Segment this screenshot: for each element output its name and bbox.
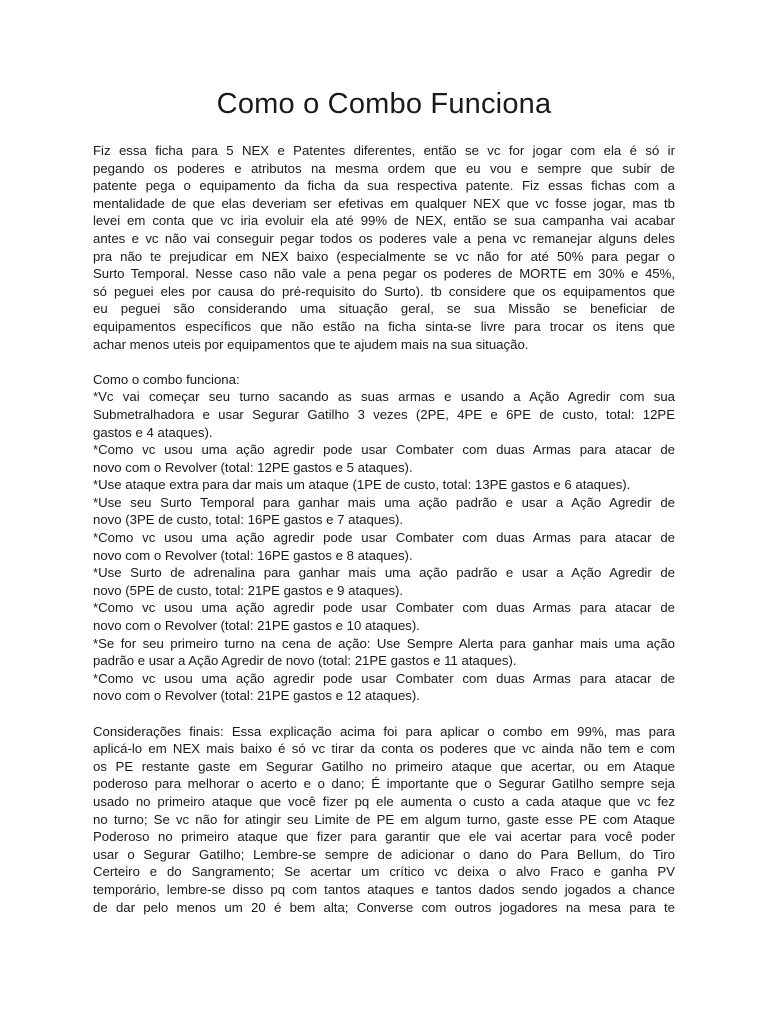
combo-section bbox=[93, 371, 675, 705]
document-body bbox=[93, 142, 675, 934]
text-line: *Como vc usou uma ação agredir pode usar Combater com duas Armas para atacar de bbox=[93, 600, 675, 616]
text-line: novo (5PE de custo, total: 21PE gastos e 9 ataques). bbox=[93, 582, 404, 598]
text-line: gastos e 4 ataques). bbox=[93, 424, 213, 440]
text-line: Submetralhadora e usar Segurar Gatilho 3 vezes (2PE, 4PE e 6PE de custo, total: 12PE bbox=[93, 406, 675, 422]
text-line: *Como vc usou uma ação agredir pode usar Combater com duas Armas para atacar de bbox=[93, 530, 675, 546]
text-line: Surto Temporal. Nesse caso não vale a pena pegar os poderes de MORTE em 30% e 45%, bbox=[93, 266, 675, 282]
text-line: pegando os poderes e atributos na mesma ordem que eu vou e sempre que subir de bbox=[93, 160, 675, 176]
text-line: novo com o Revolver (total: 16PE gastos e 8 ataques). bbox=[93, 547, 413, 563]
page-title: Como o Combo Funciona bbox=[216, 88, 552, 120]
text-line: *Como vc usou uma ação agredir pode usar Combater com duas Armas para atacar de bbox=[93, 442, 675, 458]
text-line: antes e vc não vai conseguir pegar todos os poderes vale a pena vc remanejar alguns deles bbox=[93, 230, 675, 246]
text-line: aplicá-lo em NEX mais baixo é só vc tirar da conta os poderes que vc ainda não tem e com bbox=[93, 741, 675, 757]
text-line: temporário, lembre-se disso pq com tantos ataques e tantos dados sendo jogados a chance bbox=[93, 881, 675, 897]
text-line: equipamentos específicos que não estão na ficha sinta-se livre para trocar os itens que bbox=[93, 318, 675, 334]
text-line: *Use seu Surto Temporal para ganhar mais uma ação padrão e usar a Ação Agredir de bbox=[93, 494, 675, 510]
text-line: Considerações finais: Essa explicação acima foi para aplicar o combo em 99%, mas para bbox=[93, 723, 675, 739]
text-line: novo com o Revolver (total: 12PE gastos e 5 ataques). bbox=[93, 459, 413, 475]
text-line: padrão e usar a Ação Agredir de novo (total: 21PE gastos e 11 ataques). bbox=[93, 653, 517, 669]
text-line: novo com o Revolver (total: 21PE gastos e 10 ataques). bbox=[93, 618, 420, 634]
text-line: novo com o Revolver (total: 21PE gastos e 12 ataques). bbox=[93, 688, 420, 704]
text-line: pra não te prejudicar em NEX baixo (especialmente se vc não for até 50% para pegar o bbox=[93, 248, 675, 264]
text-line: eu peguei são considerando uma situação geral, se sua Missão se beneficiar de bbox=[93, 301, 675, 317]
text-line: no turno; Se vc não for atingir seu Limite de PE em algum turno, gaste esse PE com Ataque bbox=[93, 811, 675, 827]
text-line: Como o combo funciona: bbox=[93, 371, 240, 387]
text-line: *Se for seu primeiro turno na cena de ação: Use Sempre Alerta para ganhar mais uma ação bbox=[93, 635, 675, 651]
text-line: achar menos uteis por equipamentos que te ajudem mais na sua situação. bbox=[93, 336, 529, 352]
text-line: Poderoso no primeiro ataque que fizer para garantir que ele vai acertar para você poder bbox=[93, 829, 675, 845]
text-line: *Vc vai começar seu turno sacando as suas armas e usando a Ação Agredir com sua bbox=[93, 389, 675, 405]
text-line: Certeiro e do Sangramento; Se acertar um crítico vc deixa o alvo Fraco e ganha PV bbox=[93, 864, 675, 880]
intro-paragraph bbox=[93, 142, 675, 353]
text-line: *Como vc usou uma ação agredir pode usar Combater com duas Armas para atacar de bbox=[93, 670, 675, 686]
text-line: usar o Segurar Gatilho; Lembre-se sempre de adicionar o dano do Para Bellum, do Tiro bbox=[93, 846, 675, 862]
text-line: novo (3PE de custo, total: 16PE gastos e 7 ataques). bbox=[93, 512, 404, 528]
text-line: poderoso para melhorar o acerto e o dano; É importante que o Segurar Gatilho sempre seja bbox=[93, 776, 675, 792]
text-line: Fiz essa ficha para 5 NEX e Patentes diferentes, então se vc for jogar com ela é só ir bbox=[93, 143, 675, 158]
final-considerations-paragraph bbox=[93, 723, 675, 917]
text-line: levei em conta que vc iria evoluir ela até 99% de NEX, então se sua campanha vai acabar bbox=[93, 213, 675, 229]
text-line: *Use ataque extra para dar mais um ataque (1PE de custo, total: 13PE gastos e 6 ataques). bbox=[93, 477, 631, 493]
text-line: usado no primeiro ataque que você fizer pq ele aumenta o custo a cada ataque que vc fez bbox=[93, 793, 675, 809]
text-line: patente pega o equipamento da ficha da sua respectiva patente. Fiz essas fichas com a bbox=[93, 178, 675, 194]
text-line: só peguei eles por causa do pré-requisito do Surto). tb considere que os equipamentos que bbox=[93, 283, 675, 299]
text-line: de dar pelo menos um 20 é bem alta; Converse com outros jogadores na mesa para te bbox=[93, 899, 675, 915]
text-line: os PE restante gaste em Segurar Gatilho no primeiro ataque que acertar, ou em Ataque bbox=[93, 758, 675, 774]
text-line: *Use Surto de adrenalina para ganhar mais uma ação padrão e usar a Ação Agredir de bbox=[93, 565, 675, 581]
text-line: mentalidade de que elas deveriam ser efetivas em qualquer NEX que vc fosse jogar, mas tb bbox=[93, 195, 675, 211]
